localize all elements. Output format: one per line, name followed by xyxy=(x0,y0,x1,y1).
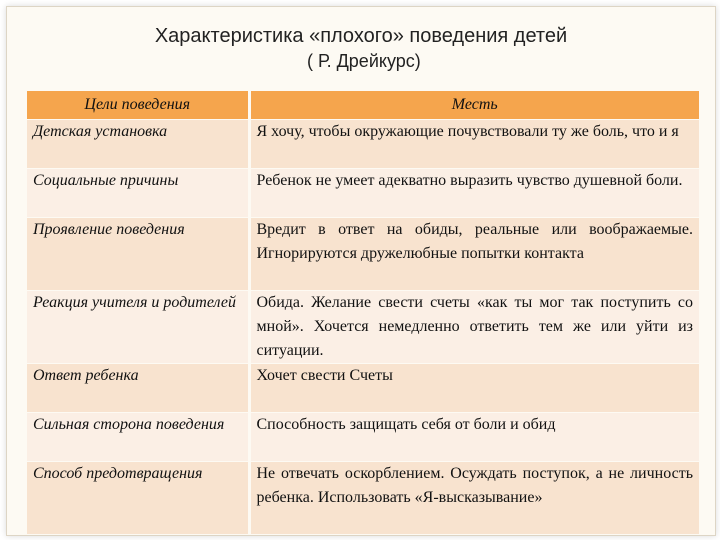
row-label: Проявление поведения xyxy=(27,218,249,291)
table-row xyxy=(27,364,699,413)
row-label: Реакция учителя и родителей xyxy=(27,291,249,364)
table-row xyxy=(27,413,699,462)
table-header-row xyxy=(27,91,699,120)
table-row xyxy=(27,291,699,364)
header-goals: Цели поведения xyxy=(27,91,249,120)
table-row xyxy=(27,218,699,291)
behavior-table xyxy=(27,91,699,534)
row-text: Ребенок не умеет адекватно выразить чувство душевной боли. xyxy=(249,169,699,218)
header-revenge: Месть xyxy=(249,91,699,120)
row-text: Способность защищать себя от боли и обид xyxy=(249,413,699,462)
row-label: Социальные причины xyxy=(27,169,249,218)
table-row xyxy=(27,169,699,218)
table-row xyxy=(27,120,699,169)
row-label: Ответ ребенка xyxy=(27,364,249,413)
table-row xyxy=(27,462,699,535)
slide xyxy=(6,6,716,536)
row-text: Не отвечать оскорблением. Осуждать поступок, а не личность ребенка. Использовать «Я-высказывание» xyxy=(249,462,699,535)
row-text: Хочет свести Счеты xyxy=(249,364,699,413)
slide-title: Характеристика «плохого» поведения детей xyxy=(154,25,568,47)
row-text: Вредит в ответ на обиды, реальные или воображаемые. Игнорируются дружелюбные попытки контакта xyxy=(249,218,699,291)
row-text: Обида. Желание свести счеты «как ты мог так поступить со мной». Хочется немедленно ответить тем же или уйти из ситуации. xyxy=(249,291,699,364)
row-text: Я хочу, чтобы окружающие почувствовали ту же боль, что и я xyxy=(249,120,699,169)
row-label: Способ предотвращения xyxy=(27,462,249,535)
row-label: Сильная сторона поведения xyxy=(27,413,249,462)
slide-subtitle: ( Р. Дрейкурс) xyxy=(307,51,421,71)
row-label: Детская установка xyxy=(27,120,249,169)
